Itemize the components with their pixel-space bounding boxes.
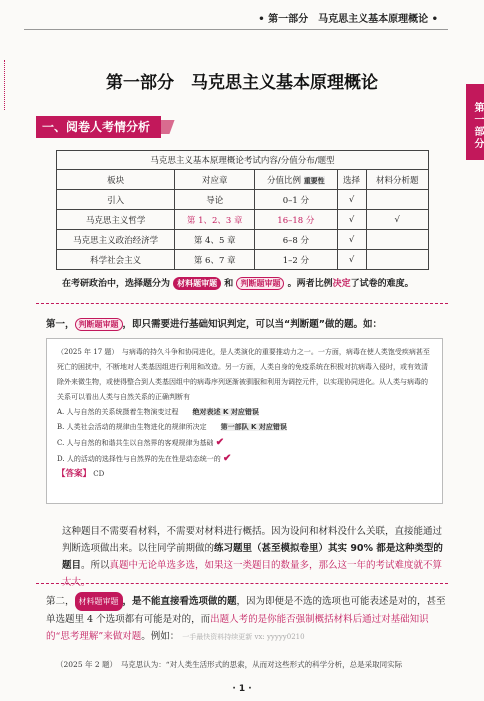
dashed-divider (36, 303, 448, 304)
table-cell: 第 4、5 章 (175, 230, 255, 250)
answer-value: CD (93, 470, 105, 478)
option-note: 绝对表述 K 对应错误 (192, 408, 259, 416)
table-cell: √ (337, 250, 366, 270)
table-cell: 第 1、2、3 章 (175, 210, 255, 230)
summary-emphasis: 决定 (332, 279, 351, 289)
table-cell: 1–2 分 (255, 250, 337, 270)
table-cell: 导论 (175, 190, 255, 210)
option-c (57, 435, 432, 451)
option-text: A. 人与自然的关系统摄着生物演变过程 (57, 408, 179, 416)
table-row (57, 190, 429, 210)
point-emphasis: 出题人考的是你能否强制概括材料后通过对基础知识的“思考理解”来做对题 (46, 614, 429, 642)
watermark: 一手最快资料持续更新 vx: yyyyy0210 (182, 633, 305, 641)
point-label: 第二， (46, 596, 75, 607)
question-stem: （2025 年 17 题） 与病毒的持久斗争和协同进化，是人类演化的重要推动力之一。一方面，病毒在使人类饱受疾病甚至死亡的困扰中，不断地对人类基因组进行利用和改造。另一方面，人类自身的免疫系统在积极对抗病毒入侵时，或有效清除外来微生物，或使得整合到人类基因组中的病毒序列逐渐被驯服和利用为调控元件，以实现协同进化。从人类与病毒的关系可以看出人类与自然关系的正确判断有 (57, 348, 430, 401)
answer-label: 【答案】 (57, 469, 92, 479)
option-note: 第一部队 K 对应错误 (220, 423, 287, 431)
table-cell: 马克思主义哲学 (57, 210, 175, 230)
running-header: • 第一部分 马克思主义基本原理概论 • (258, 14, 438, 25)
table-row (57, 230, 429, 250)
point-bold: ，是不能直接看选项做的题 (122, 596, 237, 607)
check-icon: ✔ (223, 453, 232, 464)
point-one (46, 316, 446, 331)
question-stem: （2025 年 2 题） 马克思认为：“对人类生活形式的思索，从而对这些形式的科学分析，总是采取同实际 (56, 660, 403, 669)
table-row (57, 210, 429, 230)
table-cell: 6–8 分 (255, 230, 337, 250)
material-tag: 材料题审题 (75, 592, 123, 611)
table-cell: √ (337, 190, 366, 210)
table-cell: 第 6、7 章 (175, 250, 255, 270)
summary-text: 了试卷的难度。 (350, 279, 414, 289)
answer-line (57, 467, 432, 482)
col-header: 材料分析题 (366, 170, 429, 190)
point-text: ，因为即便是不选的选项也可能表述是对的，甚至单选题里 4 个选项都有可能是对的，而 (46, 596, 446, 625)
option-text: D. 人的活动的选择性与自然界的先在性是动态统一的 (57, 455, 221, 463)
table-cell (366, 190, 429, 210)
paragraph-emphasis: 真题中无论单选多选，如果这一类题目的数量多，那么这一年的考试难度就不算太大。 (62, 560, 443, 588)
table-header-row (57, 170, 429, 190)
judgment-tag: 判断题审题 (236, 277, 284, 290)
importance-label: 重要性 (303, 175, 325, 185)
question-box-2 (46, 655, 443, 677)
table-cell (366, 250, 429, 270)
point-two (46, 592, 446, 646)
paragraph-bold: 练习题里（甚至模拟卷里）其实 90% 都是这种类型的题目 (62, 543, 443, 571)
explanation-paragraph (62, 523, 446, 591)
table-cell: √ (337, 210, 366, 230)
col-header: 选择 (337, 170, 366, 190)
page-number: · 1 · (232, 684, 252, 694)
table-cell: 16–18 分 (255, 210, 337, 230)
table-row (57, 250, 429, 270)
summary-line (62, 276, 442, 290)
table-cell: 科学社会主义 (57, 250, 175, 270)
option-text: C. 人与自然的和谐共生以自然界的客观规律为基础 (57, 439, 214, 447)
option-d (57, 451, 432, 467)
option-text: B. 人类社会活动的规律由生物进化的规律所决定 (57, 423, 207, 431)
summary-text: 在考研政治中，选择题分为 (62, 279, 171, 289)
material-tag: 材料题审题 (173, 277, 221, 290)
table-cell: 0–1 分 (255, 190, 337, 210)
paragraph-text: 。所以 (81, 560, 110, 571)
judgment-tag: 判断题审题 (75, 318, 123, 331)
table-cell (366, 230, 429, 250)
section-heading-label: 一、阅卷人考情分析 (36, 116, 161, 138)
section-heading (36, 116, 196, 138)
check-icon: ✔ (215, 437, 225, 448)
option-a (57, 405, 432, 420)
table-cell: √ (366, 210, 429, 230)
point-label: 第一， (46, 319, 75, 330)
col-header: 对应章 (175, 170, 255, 190)
table-cell: 引入 (57, 190, 175, 210)
page-title: 第一部分 马克思主义基本原理概论 (106, 73, 378, 93)
point-text: 。例如： (141, 631, 180, 642)
table-caption: 马克思主义基本原理概论考试内容/分值分布/题型 (57, 151, 429, 170)
summary-text: 。两者比例 (287, 279, 333, 289)
side-tab[interactable]: 第一部分 (466, 84, 484, 160)
option-b (57, 420, 432, 435)
table-cell: 马克思主义政治经济学 (57, 230, 175, 250)
summary-text: 和 (224, 279, 234, 289)
table-cell: √ (337, 230, 366, 250)
exam-table (56, 150, 429, 270)
header-divider (24, 29, 448, 30)
question-box (46, 338, 443, 504)
col-header: 板块 (57, 170, 175, 190)
paragraph-text: 这种题目不需要看材料，不需要对材料进行概括。因为设问和材料没什么关联，直接能通过判断选项做出来。以往同学前期做的 (62, 526, 443, 554)
dashed-divider (36, 583, 448, 584)
point-text: ，即只需要进行基础知识判定，可以当“判断题”做的题。如： (122, 319, 383, 330)
col-header (255, 170, 337, 190)
col-header-label: 分值比例 (266, 175, 301, 186)
